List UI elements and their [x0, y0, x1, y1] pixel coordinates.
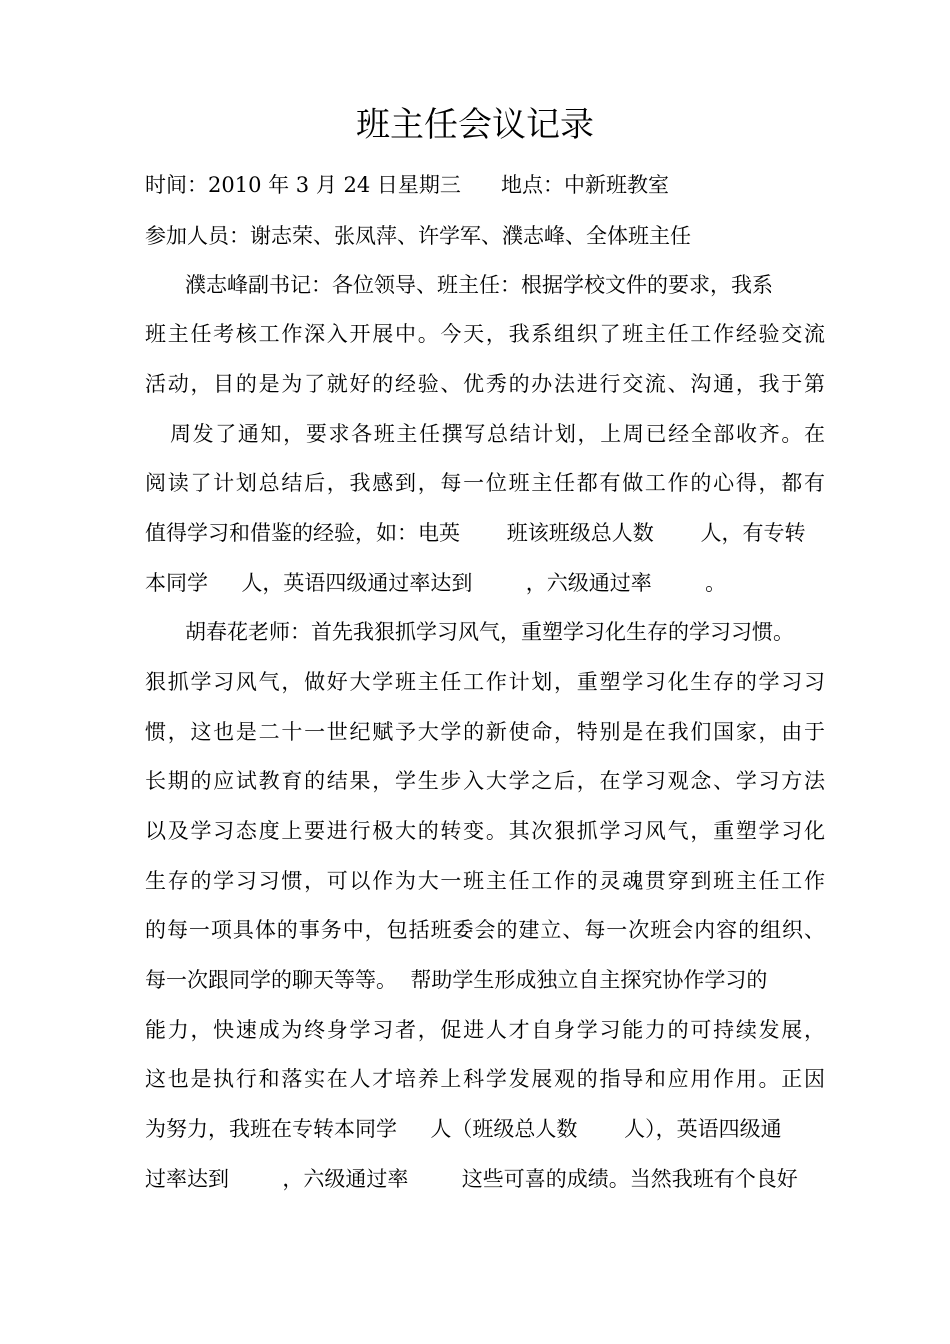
body-text-line: 胡春花老师：首先我狠抓学习风气，重塑学习化生存的学习习惯。: [145, 620, 795, 644]
body-text-line: 活动，目的是为了就好的经验、优秀的办法进行交流、沟通，我于第: [145, 372, 825, 396]
body-text-line: 周发了通知，要求各班主任撰写总结计划，上周已经全部收齐。在: [145, 422, 825, 446]
body-text-line: 过率达到 ，六级通过率 这些可喜的成绩。当然我班有个良好: [145, 1167, 798, 1191]
body-text-line: 的每一项具体的事务中，包括班委会的建立、每一次班会内容的组织、: [145, 918, 825, 942]
body-text-line: 本同学 人，英语四级通过率达到 ，六级通过率 。: [145, 571, 727, 595]
body-text-line: 以及学习态度上要进行极大的转变。其次狠抓学习风气，重塑学习化: [145, 819, 825, 843]
document-title: 班主任会议记录: [356, 105, 594, 145]
body-text-line: 每一次跟同学的聊天等等。 帮助学生形成独立自主探究协作学习的: [145, 968, 768, 992]
body-text-line: 濮志峰副书记：各位领导、班主任：根据学校文件的要求，我系: [145, 273, 774, 297]
body-text-line: 这也是执行和落实在人才培养上科学发展观的指导和应用作用。正因: [145, 1067, 825, 1091]
body-text-line: 阅读了计划总结后，我感到，每一位班主任都有做工作的心得，都有: [145, 471, 825, 495]
body-text-line: 狠抓学习风气，做好大学班主任工作计划，重塑学习化生存的学习习: [145, 670, 825, 694]
body-text-line: 值得学习和借鉴的经验，如：电英 班该班级总人数 人，有专转: [145, 521, 806, 545]
body-text-line: 生存的学习习惯，可以作为大一班主任工作的灵魂贯穿到班主任工作: [145, 869, 825, 893]
body-text-line: 长期的应试教育的结果，学生步入大学之后，在学习观念、学习方法: [145, 769, 825, 793]
body-text-line: 班主任考核工作深入开展中。今天，我系组织了班主任工作经验交流: [145, 322, 825, 346]
meeting-participants: 参加人员：谢志荣、张凤萍、许学军、濮志峰、全体班主任: [145, 224, 691, 248]
body-text-line: 能力，快速成为终身学习者，促进人才自身学习能力的可持续发展，: [145, 1018, 825, 1042]
body-text-line: 惯，这也是二十一世纪赋予大学的新使命，特别是在我们国家，由于: [145, 720, 825, 744]
body-text-line: 为努力，我班在专转本同学 人（班级总人数 人），英语四级通: [145, 1117, 782, 1141]
meeting-time-location: 时间：2010 年 3 月 24 日星期三 地点：中新班教室: [145, 173, 669, 197]
